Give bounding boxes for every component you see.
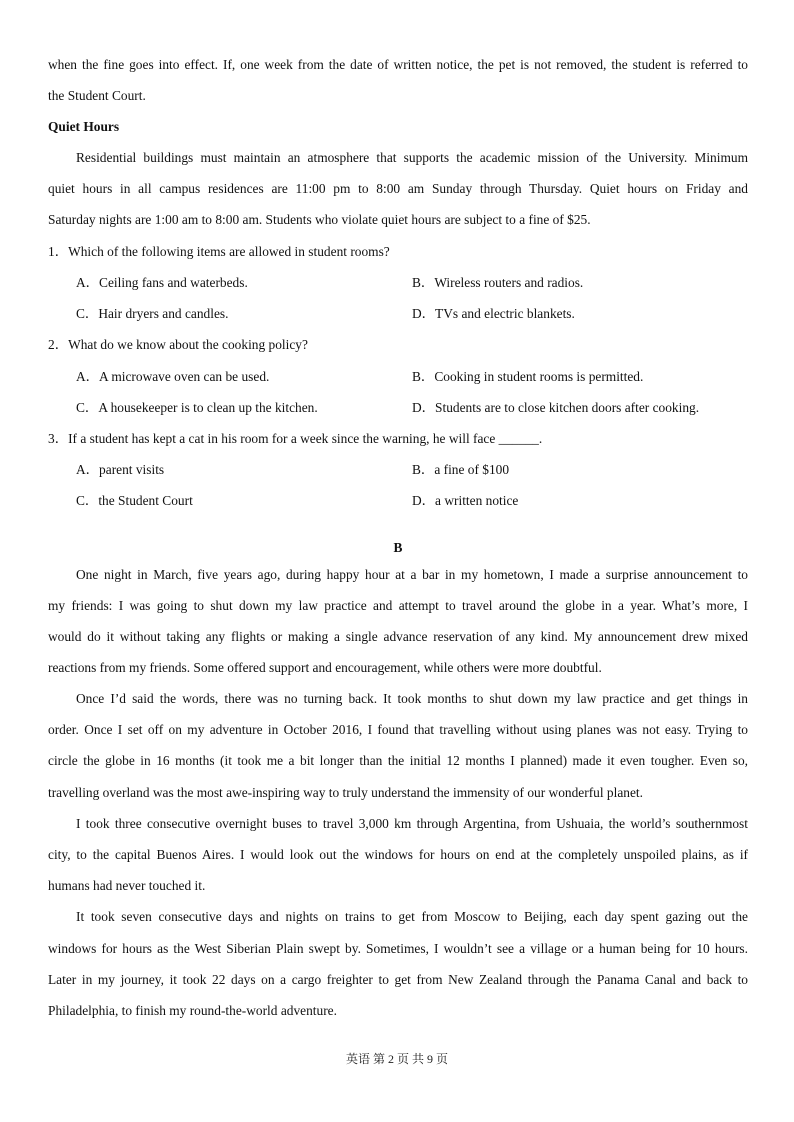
option-d: D．a written notice <box>412 493 519 508</box>
question-stem: 3．If a student has kept a cat in his room for a week since the warning, he will face ______. <box>48 431 543 446</box>
passage-line: would do it without taking any flights or making a single advance reservation of any kind. My announcement drew mixed <box>48 629 748 644</box>
option-c: C．Hair dryers and candles. <box>76 306 229 321</box>
option-a: A．Ceiling fans and waterbeds. <box>76 275 248 290</box>
option-b: B．Wireless routers and radios. <box>412 275 584 290</box>
passage-line: Residential buildings must maintain an atmosphere that supports the academic mission of the University. Minimum <box>76 150 748 165</box>
passage-line: order. Once I set off on my adventure in October 2016, I found that travelling without using planes was not easy. Trying to <box>48 722 748 737</box>
passage-line: when the fine goes into effect. If, one week from the date of written notice, the pet is not removed, the student is referred to <box>48 57 748 72</box>
passage-line: Philadelphia, to finish my round-the-world adventure. <box>48 1003 337 1018</box>
passage-line: city, to the capital Buenos Aires. I would look out the windows for hours on end at the completely unspoiled plains, as if <box>48 847 748 862</box>
passage-line: Saturday nights are 1:00 am to 8:00 am. Students who violate quiet hours are subject to a fine of $25. <box>48 212 591 227</box>
option-c: C．A housekeeper is to clean up the kitchen. <box>76 400 318 415</box>
passage-line: travelling overland was the most awe-inspiring way to truly understand the immensity of our wonderful planet. <box>48 785 644 800</box>
passage-line: quiet hours in all campus residences are 11:00 pm to 8:00 am Sunday through Thursday. Quiet hours on Friday and <box>48 181 748 196</box>
question-stem: 1．Which of the following items are allowed in student rooms? <box>48 244 390 259</box>
passage-line: Later in my journey, it took 22 days on a cargo freighter to get from New Zealand through the Panama Canal and back to <box>48 972 748 987</box>
page-footer: 英语 第 2 页 共 9 页 <box>345 1052 448 1066</box>
option-b: B．a fine of $100 <box>412 462 510 477</box>
passage-line: windows for hours as the West Siberian Plain swept by. Sometimes, I wouldn’t see a village or a human being for 10 hours. <box>48 941 748 956</box>
passage-line: my friends: I was going to shut down my law practice and attempt to travel around the globe in a year. What’s more, I <box>48 598 748 613</box>
passage-line: the Student Court. <box>48 88 146 103</box>
question-stem: 2．What do we know about the cooking policy? <box>48 337 308 352</box>
passage-line: Once I’d said the words, there was no turning back. It took months to shut down my law practice and get things in <box>76 691 748 706</box>
option-d: D．TVs and electric blankets. <box>412 306 575 321</box>
option-d: D．Students are to close kitchen doors after cooking. <box>412 400 700 415</box>
passage-heading: B <box>393 540 403 555</box>
option-b: B．Cooking in student rooms is permitted. <box>412 369 644 384</box>
passage-line: One night in March, five years ago, during happy hour at a bar in my hometown, I made a surprise announcement to <box>76 567 748 582</box>
passage-line: I took three consecutive overnight buses to travel 3,000 km through Argentina, from Ushuaia, the world’s southernmost <box>76 816 748 831</box>
section-heading: Quiet Hours <box>48 119 120 134</box>
passage-line: reactions from my friends. Some offered support and encouragement, while others were more doubtful. <box>48 660 602 675</box>
option-a: A．parent visits <box>76 462 165 477</box>
passage-line: humans had never touched it. <box>48 878 206 893</box>
passage-line: circle the globe in 16 months (it took me a bit longer than the initial 12 months I planned) made it even tougher. Even so, <box>48 753 748 768</box>
option-c: C．the Student Court <box>76 493 193 508</box>
option-a: A．A microwave oven can be used. <box>76 369 270 384</box>
passage-line: It took seven consecutive days and nights on trains to get from Moscow to Beijing, each day spent gazing out the <box>76 909 748 924</box>
